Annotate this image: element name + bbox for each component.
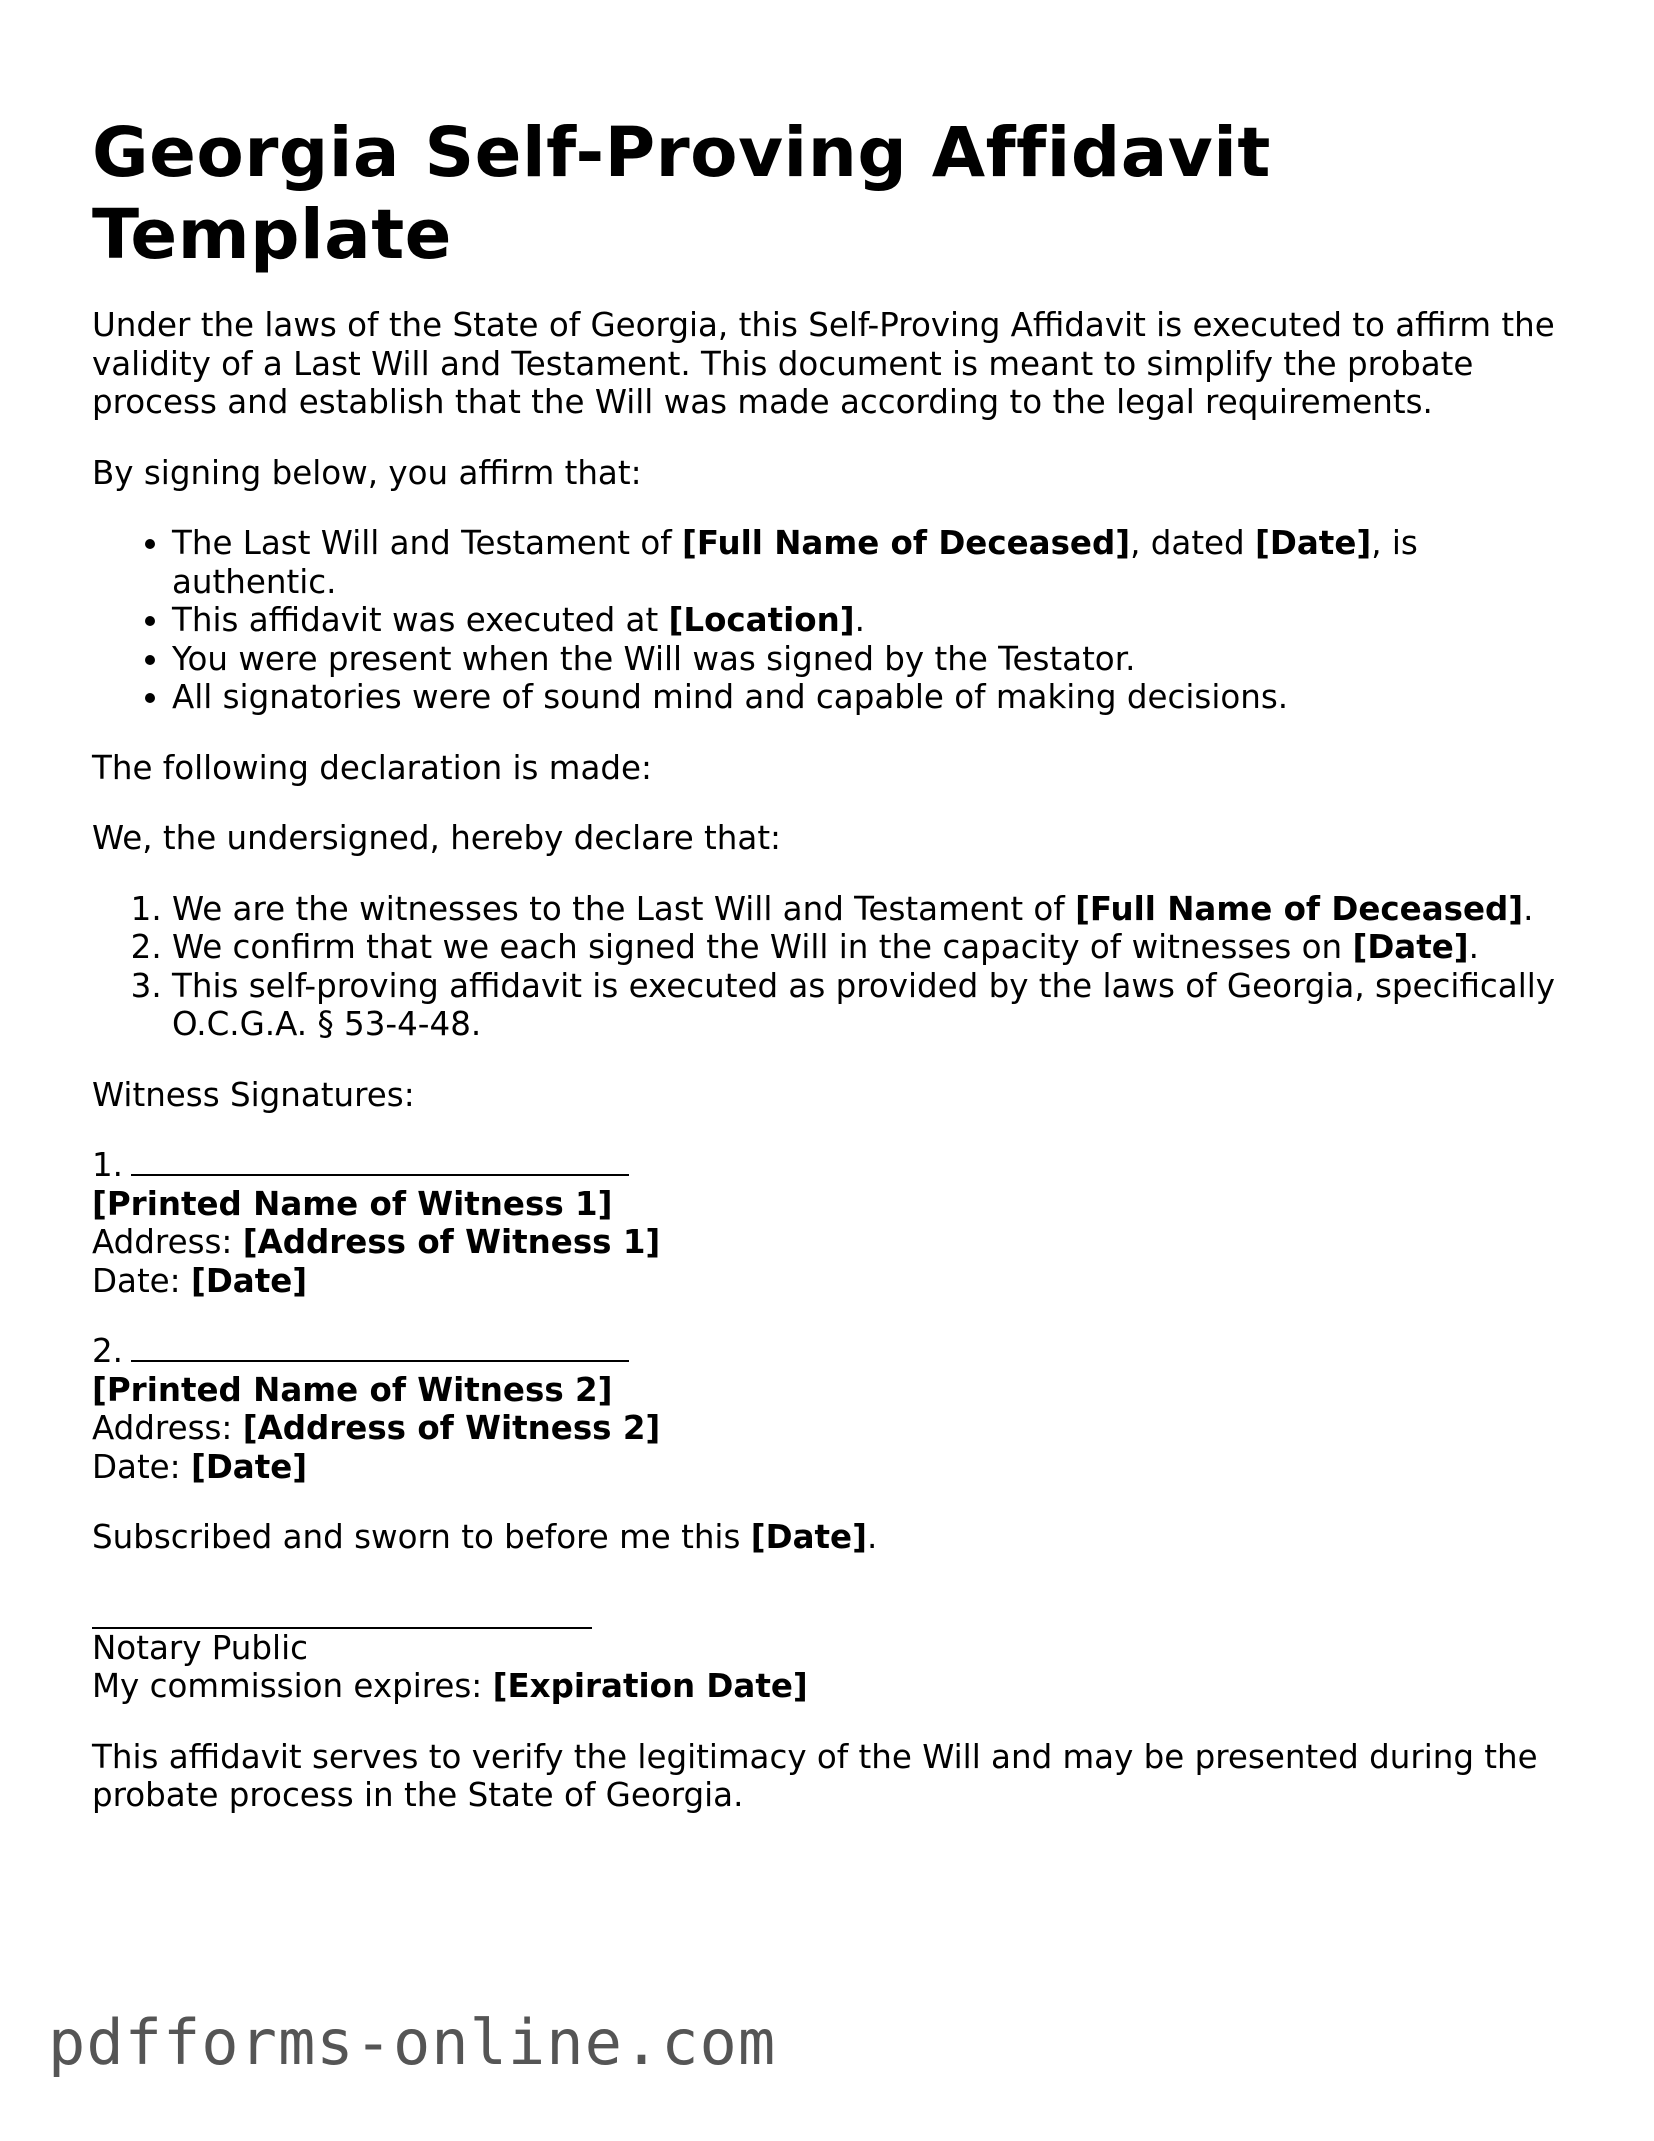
signature-underline[interactable] [131, 1146, 629, 1176]
sworn-statement: Subscribed and sworn to before me this [Date]. [92, 1518, 878, 1556]
document-title: Georgia Self-Proving Affidavit Template [92, 113, 1271, 275]
deceased-name-placeholder: [Full Name of Deceased] [682, 524, 1131, 562]
affirm-item: • This affidavit was executed at [Location]. [172, 601, 1572, 640]
intro-paragraph: Under the laws of the State of Georgia, this Self-Proving Affidavit is executed to affirm the validity of a Last Will and Testament. This document is meant to simplify the probate process and establish that the Will was made according to the legal requirements. [92, 306, 1555, 421]
notary-block: Notary Public My commission expires: [Expiration Date] [92, 1589, 1572, 1706]
affirm-item: • All signatories were of sound mind and capable of making decisions. [172, 678, 1572, 717]
witness-1-date: [Date] [190, 1261, 308, 1300]
document-page [92, 112, 1572, 1847]
witness-1-signature-line: 1. [92, 1146, 1572, 1185]
declare-list [92, 890, 1572, 1044]
affirm-item: • The Last Will and Testament of [Full Name of Deceased], dated [Date], is authentic. [172, 524, 1572, 601]
commission-expiration: [Expiration Date] [492, 1667, 808, 1705]
witness-heading: Witness Signatures: [92, 1075, 415, 1114]
site-watermark: pdfforms-online.com [48, 2006, 777, 2079]
declare-item: 2. We confirm that we each signed the Will in the capacity of witnesses on [Date]. [172, 928, 1572, 967]
witness-1-printed-name: [Printed Name of Witness 1] [92, 1184, 613, 1223]
affirm-heading: By signing below, you affirm that: [92, 453, 642, 492]
witness-1-address: [Address of Witness 1] [242, 1223, 661, 1261]
date-placeholder: [Date] [1255, 524, 1372, 562]
date-placeholder: [Date] [1352, 928, 1469, 966]
witness-1-block: 1. [Printed Name of Witness 1] Address: [Address of Witness 1] Date: [Date] [92, 1146, 1572, 1300]
location-placeholder: [Location] [668, 601, 855, 639]
signature-underline[interactable] [131, 1332, 629, 1362]
witness-2-address: [Address of Witness 2] [242, 1409, 661, 1447]
affirm-list [92, 524, 1572, 717]
closing-paragraph: This affidavit serves to verify the legitimacy of the Will and may be presented during the probate process in the State of Georgia. [92, 1737, 1538, 1814]
witness-2-printed-name: [Printed Name of Witness 2] [92, 1370, 613, 1409]
notary-signature-line[interactable] [92, 1589, 592, 1629]
witness-2-block: 2. [Printed Name of Witness 2] Address: [Address of Witness 2] Date: [Date] [92, 1332, 1572, 1486]
deceased-name-placeholder: [Full Name of Deceased] [1075, 889, 1524, 928]
declare-item: 3. This self-proving affidavit is executed as provided by the laws of Georgia, specifically O.C.G.A. § 53-4-48. [172, 967, 1572, 1044]
witness-2-signature-line: 2. [92, 1332, 1572, 1371]
declare-item: 1. We are the witnesses to the Last Will and Testament of [Full Name of Deceased]. [172, 890, 1572, 929]
declaration-heading: The following declaration is made: [92, 748, 652, 787]
declare-intro: We, the undersigned, hereby declare that: [92, 819, 782, 857]
witness-2-date: [Date] [190, 1447, 308, 1486]
notary-label: Notary Public [92, 1628, 308, 1667]
affirm-item: • You were present when the Will was signed by the Testator. [172, 640, 1572, 679]
sworn-date-placeholder: [Date] [750, 1518, 867, 1556]
